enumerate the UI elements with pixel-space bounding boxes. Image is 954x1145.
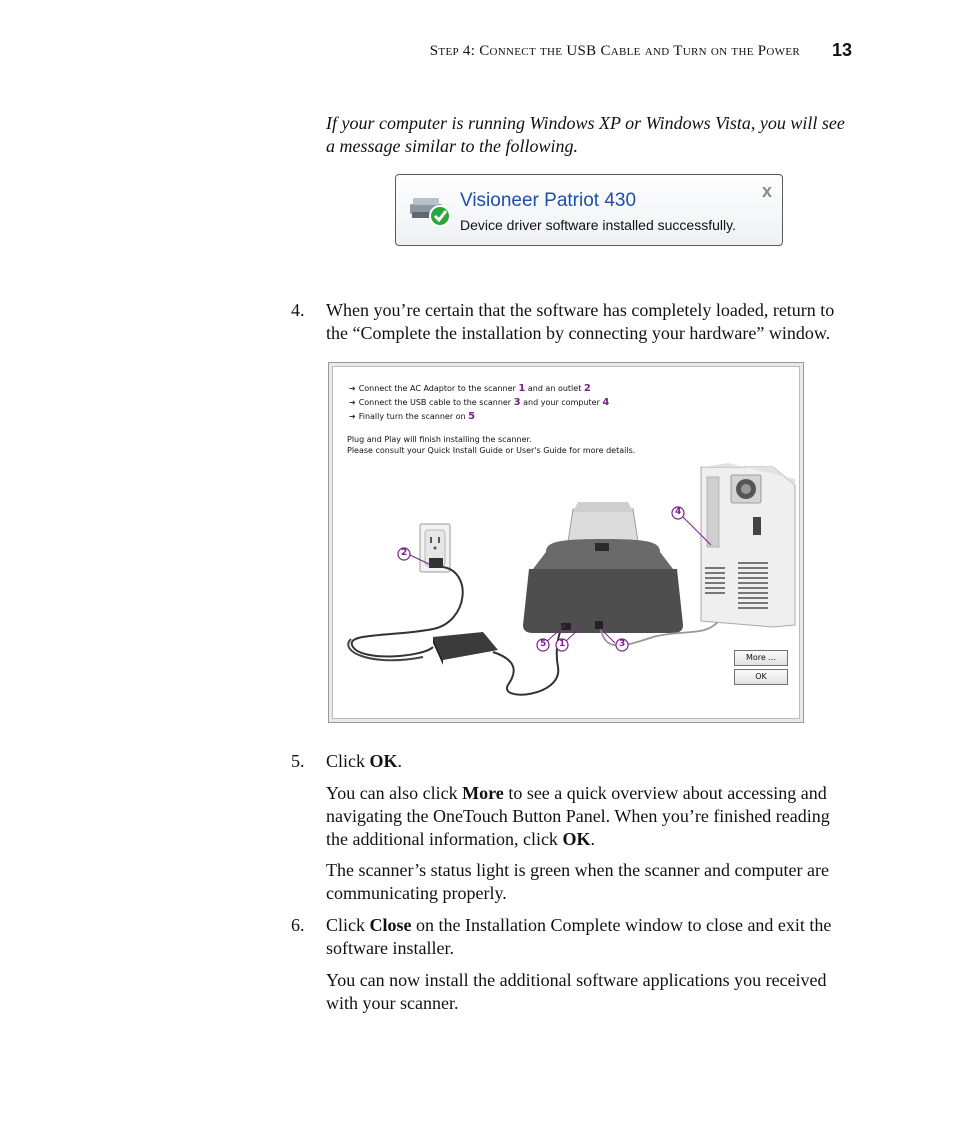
- intro-paragraph: If your computer is running Windows XP or Windows Vista, you will see a message similar to the following.: [326, 113, 845, 156]
- callout-1: 1: [559, 639, 566, 649]
- scanner-icon: [523, 502, 683, 633]
- checklist-item: ➜ Finally turn the scanner on 5: [349, 411, 476, 422]
- more-info-paragraph: You can also click More to see a quick overview about accessing and navigating the OneTouch Button Panel. When you’re finished reading the additional information, click OK.: [326, 783, 830, 849]
- step-text: Click OK.: [326, 751, 403, 771]
- ac-adaptor-icon: [433, 632, 498, 665]
- installer-note-line-1: Plug and Play will finish installing the scanner.: [347, 435, 532, 444]
- close-icon[interactable]: x: [761, 181, 772, 201]
- check-arrow-icon: ➜: [349, 412, 356, 421]
- checklist-item: ➜ Connect the USB cable to the scanner 3 and your computer 4: [349, 397, 610, 408]
- step-text: When you’re certain that the software has completely loaded, return to the “Complete the installation by connecting your hardware” window.: [326, 300, 835, 343]
- step-number: 5.: [291, 751, 305, 771]
- adaptor-cable: [493, 629, 561, 695]
- step-number: 6.: [291, 915, 305, 935]
- installer-content: [332, 366, 800, 719]
- installer-window: [328, 362, 804, 723]
- additional-software-paragraph: You can now install the additional software applications you received with your scanner.: [326, 970, 827, 1013]
- balloon-title: Visioneer Patriot 430: [460, 190, 637, 211]
- hardware-connection-illustration: [333, 367, 799, 718]
- scanner-check-icon: [408, 192, 454, 228]
- page-number: 13: [831, 40, 852, 60]
- check-arrow-icon: ➜: [349, 398, 356, 407]
- notification-balloon: [395, 174, 783, 246]
- ok-button[interactable]: OK: [734, 669, 788, 685]
- callout-4: 4: [675, 507, 682, 517]
- status-light-paragraph: The scanner’s status light is green when the scanner and computer are communicating properly.: [326, 860, 829, 903]
- step-text: Click Close on the Installation Complete window to close and exit the software installer.: [326, 915, 832, 958]
- callout-5: 5: [540, 639, 547, 649]
- checklist-item: ➜ Connect the AC Adaptor to the scanner 1 and an outlet 2: [349, 383, 591, 394]
- page-header: [0, 40, 954, 68]
- balloon-message: Device driver software installed successfully.: [460, 217, 736, 233]
- callout-3: 3: [619, 639, 626, 649]
- installer-note-line-2: Please consult your Quick Install Guide or User's Guide for more details.: [347, 446, 636, 455]
- check-arrow-icon: ➜: [349, 384, 356, 393]
- step-number: 4.: [291, 300, 305, 320]
- wall-outlet-icon: [420, 524, 450, 572]
- more-button[interactable]: More ...: [734, 650, 788, 666]
- balloon-box: [395, 174, 783, 246]
- computer-tower-icon: [701, 463, 795, 627]
- callout-2: 2: [401, 548, 408, 558]
- running-header-title: Step 4: Connect the USB Cable and Turn on the Power: [429, 43, 800, 59]
